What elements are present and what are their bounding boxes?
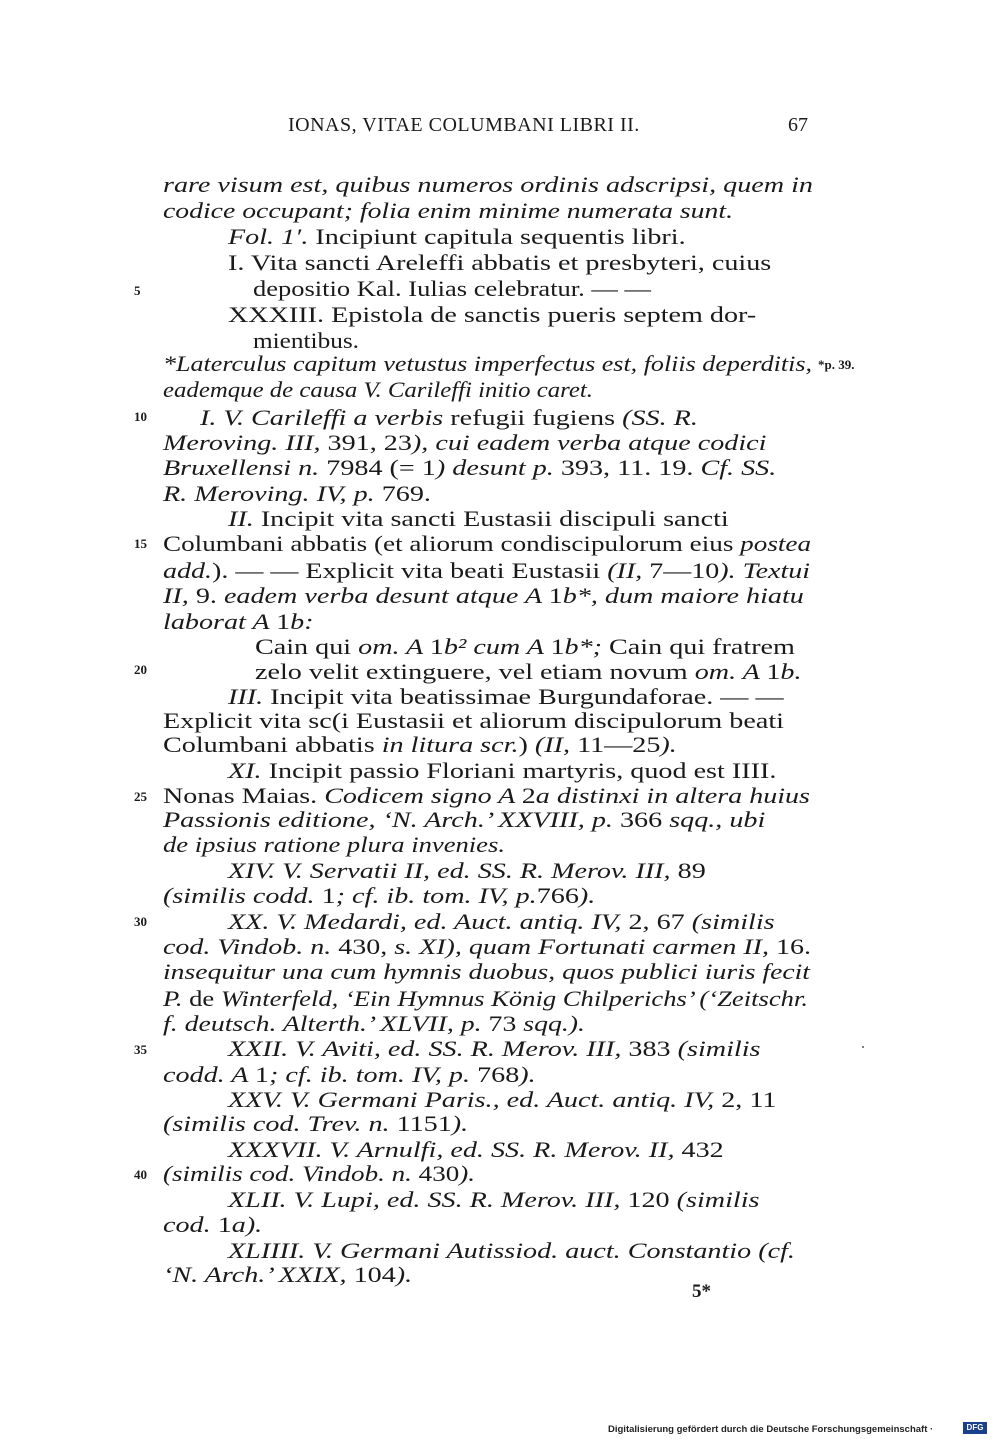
text-segment: a). [231,1212,263,1237]
text-segment: (SS. R. [622,405,698,430]
text-segment: b. [780,659,802,684]
text-segment: Fol. 1′. [228,224,309,249]
text-line [163,959,810,985]
text-segment: Incipit passio Floriani martyris, quod est IIII. [261,758,777,783]
text-segment: 393, 11. 19. [560,455,694,480]
text-line [253,276,651,302]
text-segment: 1 [548,583,563,608]
text-segment: XIV. V. Servatii II, ed. SS. R. Merov. III, [228,858,678,883]
text-segment: Incipiunt capitula sequentis libri. [308,224,686,249]
line-number: 5 [134,283,141,298]
text-line [163,558,810,584]
digitization-credit: Digitalisierung gefördert durch die Deutsche Forschungsgemeinschaft · [608,1424,934,1435]
text-line [163,531,811,557]
text-segment: (similis [670,1036,761,1061]
text-segment: ). [459,1161,476,1186]
text-line [163,934,811,960]
text-line [228,1238,795,1264]
text-line [228,224,686,250]
text-segment: Columbani abbatis (et aliorum condiscipulorum eius [163,531,741,556]
text-segment: mientibus. [253,328,360,353]
text-segment: de [182,986,221,1011]
text-segment: rare visum est, quibus numeros ordinis adscripsi, quem in [163,172,813,197]
text-line [163,455,776,481]
text-segment: 104 [353,1262,396,1287]
text-segment: Passionis editione, ‘N. Arch.’ XXVIII, p. [163,807,620,832]
text-line [163,1212,262,1238]
text-segment: 2, 67 [628,909,685,934]
text-segment: b: [290,609,314,634]
text-segment: Bruxellensi n. [163,455,327,480]
text-segment: 2 [521,783,536,808]
text-segment: depositio Kal. Iulias celebratur. — — [253,276,652,301]
text-segment: sqq., ubi [662,807,766,832]
text-line [163,1161,475,1187]
text-line [163,1011,585,1037]
text-segment: codice occupant; folia enim minime numerata sunt. [163,198,733,223]
text-segment: XXII. V. Aviti, ed. SS. R. Merov. III, [228,1036,629,1061]
text-segment: (similis [684,909,775,934]
text-line [163,783,810,809]
text-segment: Columbani abbatis [163,732,382,757]
text-line [163,377,593,403]
text-segment: 89 [677,858,706,883]
text-line [228,684,784,710]
text-segment: 1 [429,634,444,659]
text-segment: (similis codd. [163,883,322,908]
text-segment: XXV. V. Germani Paris., ed. Auct. antiq. IV, [228,1087,722,1112]
text-segment: de ipsius ratione plura invenies. [163,832,505,857]
text-segment: f. deutsch. Alterth.’ XLVII, p. [163,1011,489,1036]
text-line [163,481,431,507]
line-number: 40 [134,1167,147,1182]
text-line [228,1036,760,1062]
text-segment: eadem verba desunt atque A [216,583,549,608]
text-segment: ). Textui [719,558,811,583]
text-segment: 1 [254,1062,269,1087]
text-segment: b*; [564,634,603,659]
text-segment: II, [163,583,196,608]
text-segment: 430 [418,1161,460,1186]
text-segment: ). [660,732,677,757]
text-segment: ). [395,1262,413,1287]
line-number: 25 [134,789,147,804]
text-segment: 7984 (= 1 [326,455,436,480]
text-segment: 1151 [396,1111,452,1136]
text-segment: cod. [163,1212,218,1237]
text-segment: 366 [619,807,663,832]
text-segment: 768 [477,1062,520,1087]
text-segment: 11—25 [577,732,661,757]
text-segment: 1 [321,883,336,908]
text-segment: R. Meroving. IV, p. [163,481,382,506]
text-segment: XXXIII. Epistola de sanctis pueris septem dor- [228,302,757,327]
text-segment: ). [519,1062,536,1087]
text-segment: 766 [536,883,579,908]
text-segment: zelo velit extinguere, vel etiam novum [255,659,695,684]
text-segment: ). — — Explicit vita beati Eustasii [212,558,608,583]
text-segment: Nonas Maias. [163,783,325,808]
text-segment: 432 [681,1137,724,1162]
text-segment: in litura scr. [381,732,519,757]
text-line [228,302,756,328]
text-segment: (similis cod. Vindob. n. [163,1161,419,1186]
text-segment: a distinxi in altera huius [535,783,810,808]
text-line [163,986,808,1012]
text-segment: (similis cod. Trev. n. [163,1111,397,1136]
text-segment: Winterfeld, ‘Ein Hymnus König Chilperichs’ (‘Zeitschr. [220,986,808,1011]
text-segment: postea [740,531,812,556]
text-segment: om. A [694,659,767,684]
text-segment: laborat A [163,609,277,634]
text-line [163,1062,536,1088]
text-segment: (similis [669,1187,760,1212]
text-segment: 16. [775,934,811,959]
text-segment: ‘N. Arch.’ XXIX, [163,1262,354,1287]
text-line [163,1111,468,1137]
text-segment: b*, dum maiore hiatu [562,583,804,608]
text-line [255,634,795,660]
text-segment: XXXVII. V. Arnulfi, ed. SS. R. Merov. II, [228,1137,682,1162]
text-segment: (II, [534,732,578,757]
line-number: 15 [134,536,147,551]
text-segment: ), cui eadem verba atque codici [411,430,767,455]
text-segment: 7—10 [649,558,720,583]
text-line [228,909,775,935]
text-segment: XLII. V. Lupi, ed. SS. R. Merov. III, [228,1187,628,1212]
text-line [163,883,595,909]
text-line [163,198,733,224]
ink-speck [862,1046,864,1048]
text-segment: Explicit vita sc(i Eustasii et aliorum discipulorum beati [163,708,784,733]
text-segment: eademque de causa V. Carileffi initio caret. [163,377,594,402]
text-line [163,430,766,456]
text-line [163,1262,412,1288]
text-line [228,1137,724,1163]
text-segment: add. [163,558,213,583]
line-number: 20 [134,662,147,677]
text-segment: Incipit vita beatissimae Burgundaforae. — — [263,684,784,709]
text-segment: Cf. SS. [693,455,777,480]
text-line [228,1187,759,1213]
text-segment: ). [451,1111,469,1136]
line-number: 35 [134,1042,147,1057]
text-segment: 9. [195,583,217,608]
text-segment: 1 [217,1212,232,1237]
line-number: 30 [134,914,147,929]
text-line [163,732,677,758]
text-line [228,250,771,276]
text-segment: 2, 11 [721,1087,777,1112]
text-line [163,807,765,833]
text-segment: 430, [338,934,388,959]
text-segment: 769. [381,481,431,506]
dfg-logo-icon: DFG [963,1422,987,1434]
text-segment: 73 [488,1011,517,1036]
text-segment: P. [163,986,183,1011]
text-line [228,506,729,532]
text-segment: Meroving. III, [163,430,328,455]
text-line [163,172,813,198]
text-line [228,1087,776,1113]
text-segment: om. A [358,634,430,659]
text-segment: Cain qui fratrem [602,634,795,659]
text-segment: sqq.). [516,1011,586,1036]
text-segment: Cain qui [255,634,359,659]
text-segment: I. V. Carileffi a verbis [200,405,444,430]
text-segment: 391, 23 [327,430,412,455]
text-line [228,858,706,884]
text-line [228,758,776,784]
text-line [163,351,812,377]
text-segment: b² cum A [443,634,551,659]
text-segment: 383 [628,1036,671,1061]
margin-page-reference: *p. 39. [818,357,855,372]
text-segment: I. Vita sancti Areleffi abbatis et presbyteri, cuius [228,250,772,275]
text-segment: insequitur una cum hymnis duobus, quos publici iuris fecit [163,959,810,984]
text-segment: ; cf. ib. tom. IV, p. [335,883,537,908]
text-line [255,659,802,685]
text-line [163,708,784,734]
text-segment: 1 [276,609,291,634]
text-segment: ) desunt p. [435,455,561,480]
text-segment: 1 [550,634,565,659]
line-number: 10 [134,409,147,424]
text-segment: (II, [607,558,650,583]
text-segment: s. XI), quam Fortunati carmen II, [387,934,776,959]
running-header-title: IONAS, VITAE COLUMBANI LIBRI II. [288,114,640,136]
text-segment: 120 [627,1187,670,1212]
text-segment: 1 [766,659,781,684]
text-segment: XX. V. Medardi, ed. Auct. antiq. IV, [228,909,629,934]
text-segment: ). [578,883,596,908]
text-line [163,609,314,635]
text-segment: II. [228,506,254,531]
text-segment: codd. A [163,1062,255,1087]
text-segment: refugii fugiens [443,405,623,430]
text-segment: ) [518,732,535,757]
text-segment: XI. [228,758,262,783]
text-line [163,832,505,858]
text-segment: XLIIII. V. Germani Autissiod. auct. Constantio (cf. [228,1238,795,1263]
signature-mark: 5* [692,1281,711,1302]
text-line [163,583,804,609]
page-number: 67 [788,114,808,136]
text-segment: Incipit vita sancti Eustasii discipuli sancti [253,506,729,531]
text-segment: Codicem signo A [324,783,522,808]
text-segment: ; cf. ib. tom. IV, p. [268,1062,478,1087]
text-segment: *Laterculus capitum vetustus imperfectus est, foliis deperditis, [163,351,812,376]
text-segment: III. [228,684,264,709]
text-line [200,405,698,431]
text-segment: cod. Vindob. n. [163,934,339,959]
